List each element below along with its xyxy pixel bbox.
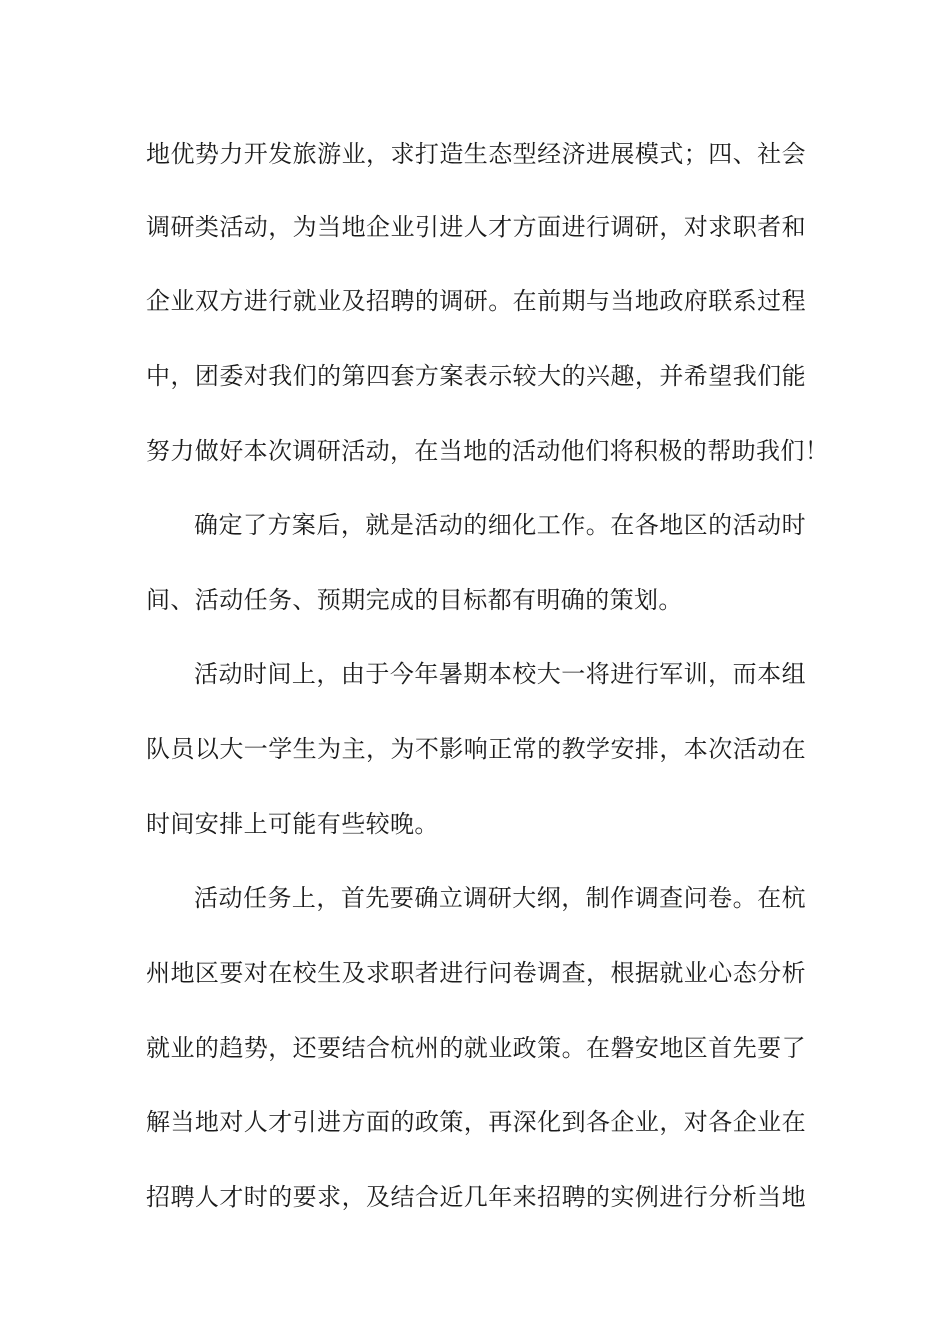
text-line: 招聘人才时的要求，及结合近几年来招聘的实例进行分析当地	[146, 1183, 806, 1211]
text-line: 活动任务上，首先要确立调研大纲，制作调查问卷。在杭	[194, 884, 806, 912]
text-line: 队员以大一学生为主，为不影响正常的教学安排，本次活动在	[146, 735, 806, 763]
text-line: 解当地对人才引进方面的政策，再深化到各企业，对各企业在	[146, 1108, 806, 1136]
text-line: 间、活动任务、预期完成的目标都有明确的策划。	[146, 586, 683, 614]
text-line: 地优势力开发旅游业，求打造生态型经济进展模式；四、社会	[146, 140, 806, 168]
text-line: 中，团委对我们的第四套方案表示较大的兴趣，并希望我们能	[146, 362, 806, 390]
text-line: 企业双方进行就业及招聘的调研。在前期与当地政府联系过程	[146, 287, 806, 315]
text-line: 活动时间上，由于今年暑期本校大一将进行军训，而本组	[194, 660, 806, 688]
text-line: 调研类活动，为当地企业引进人才方面进行调研，对求职者和	[146, 213, 806, 241]
text-line: 时间安排上可能有些较晚。	[146, 810, 439, 838]
text-line: 努力做好本次调研活动，在当地的活动他们将积极的帮助我们！	[146, 437, 830, 465]
text-line: 就业的趋势，还要结合杭州的就业政策。在磐安地区首先要了	[146, 1034, 806, 1062]
text-line: 确定了方案后，就是活动的细化工作。在各地区的活动时	[194, 511, 806, 539]
text-line: 州地区要对在校生及求职者进行问卷调查，根据就业心态分析	[146, 959, 806, 987]
